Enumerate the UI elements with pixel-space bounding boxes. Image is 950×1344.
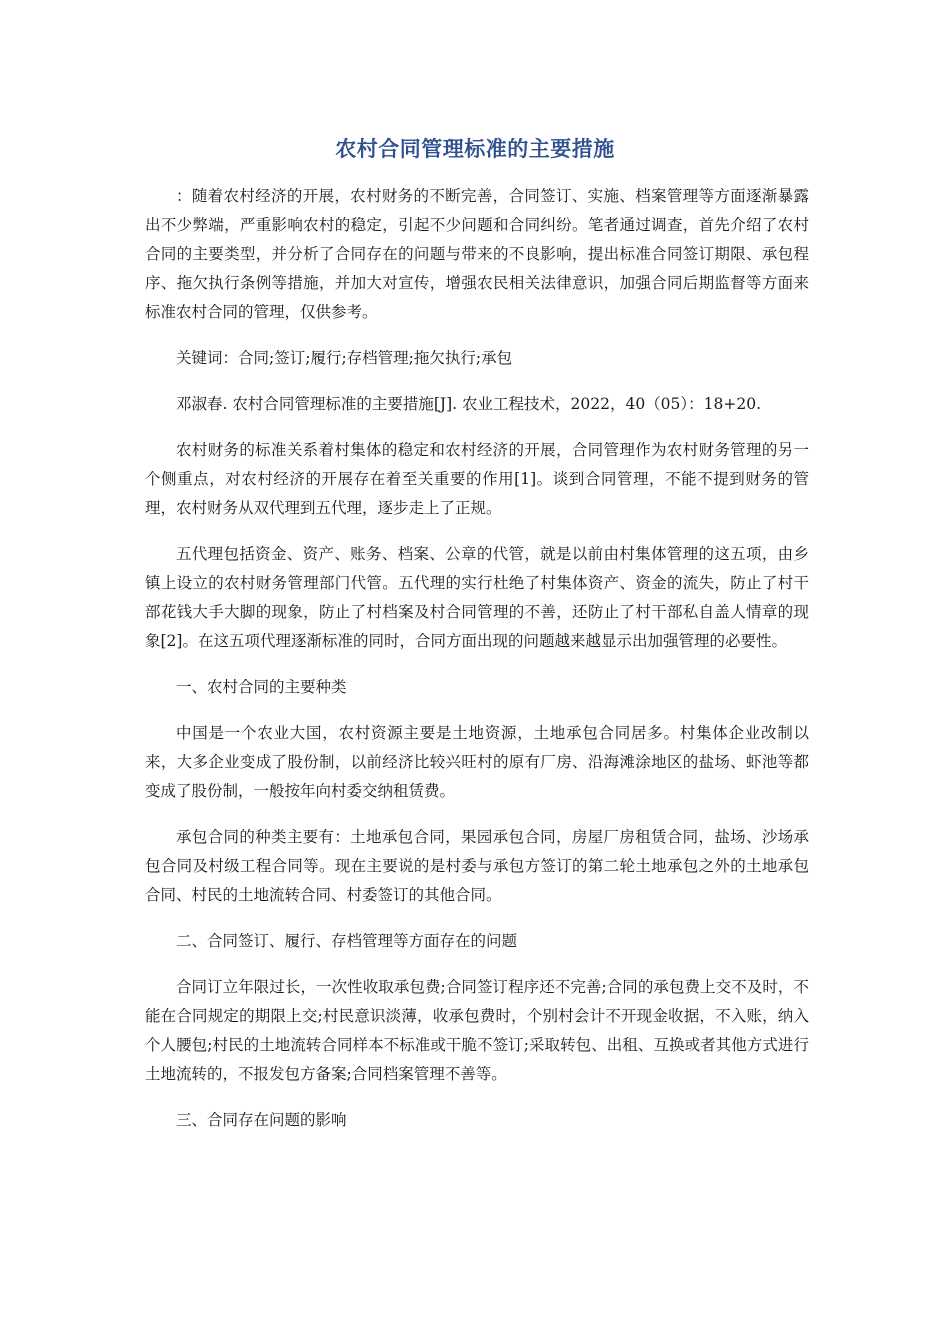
abstract-paragraph: ：随着农村经济的开展，农村财务的不断完善，合同签订、实施、档案管理等方面逐渐暴露出不少弊端，严重影响农村的稳定，引起不少问题和合同纠纷。笔者通过调查，首先介绍了农村合同的主要类型，并分析了合同存在的问题与带来的不良影响，提出标准合同签订期限、承包程序、拖欠执行条例等措施，并加大对宣传，增强农民相关法律意识，加强合同后期监督等方面来标准农村合同的管理，仅供参考。 [145,187,809,321]
keywords-value: 合同;签订;履行;存档管理;拖欠执行;承包 [238,349,513,367]
keywords-line [145,344,809,373]
document-title: 农村合同管理标准的主要措施 [335,137,615,161]
body-paragraph-3: 中国是一个农业大国，农村资源主要是土地资源，土地承包合同居多。村集体企业改制以来，大多企业变成了股份制，以前经济比较兴旺村的原有厂房、沿海滩涂地区的盐场、虾池等都变成了股份制，一般按年向村委交纳租赁费。 [145,724,809,800]
body-paragraph-4: 承包合同的种类主要有：土地承包合同，果园承包合同，房屋厂房租赁合同，盐场、沙场承包合同及村级工程合同等。现在主要说的是村委与承包方签订的第二轮土地承包之外的土地承包合同、村民的土地流转合同、村委签订的其他合同。 [145,828,809,904]
section-heading-1: 一、农村合同的主要种类 [176,678,347,696]
keywords-label: 关键词： [176,349,239,367]
body-paragraph-1: 农村财务的标准关系着村集体的稳定和农村经济的开展，合同管理作为农村财务管理的另一个侧重点，对农村经济的开展存在着至关重要的作用[1]。谈到合同管理，不能不提到财务的管理，农村财务从双代理到五代理，逐步走上了正规。 [145,441,809,517]
citation-paragraph: 邓淑春. 农村合同管理标准的主要措施[J]. 农业工程技术，2022，40（05）：18+20. [176,395,762,413]
body-paragraph-5: 合同订立年限过长，一次性收取承包费;合同签订程序还不完善;合同的承包费上交不及时，不能在合同规定的期限上交;村民意识淡薄，收承包费时，个别村会计不开现金收据，不入账，纳入个人腰包;村民的土地流转合同样本不标准或干脆不签订;采取转包、出租、互换或者其他方式进行土地流转的，不报发包方备案;合同档案管理不善等。 [145,978,809,1083]
section-heading-3: 三、合同存在问题的影响 [176,1111,347,1129]
section-heading-2: 二、合同签订、履行、存档管理等方面存在的问题 [176,932,518,950]
document-body [145,182,809,1152]
body-paragraph-2: 五代理包括资金、资产、账务、档案、公章的代管，就是以前由村集体管理的这五项，由乡镇上设立的农村财务管理部门代管。五代理的实行杜绝了村集体资产、资金的流失，防止了村干部花钱大手大脚的现象，防止了村档案及村合同管理的不善，还防止了村干部私自盖人情章的现象[2]。在这五项代理逐渐标准的同时，合同方面出现的问题越来越显示出加强管理的必要性。 [145,545,809,650]
